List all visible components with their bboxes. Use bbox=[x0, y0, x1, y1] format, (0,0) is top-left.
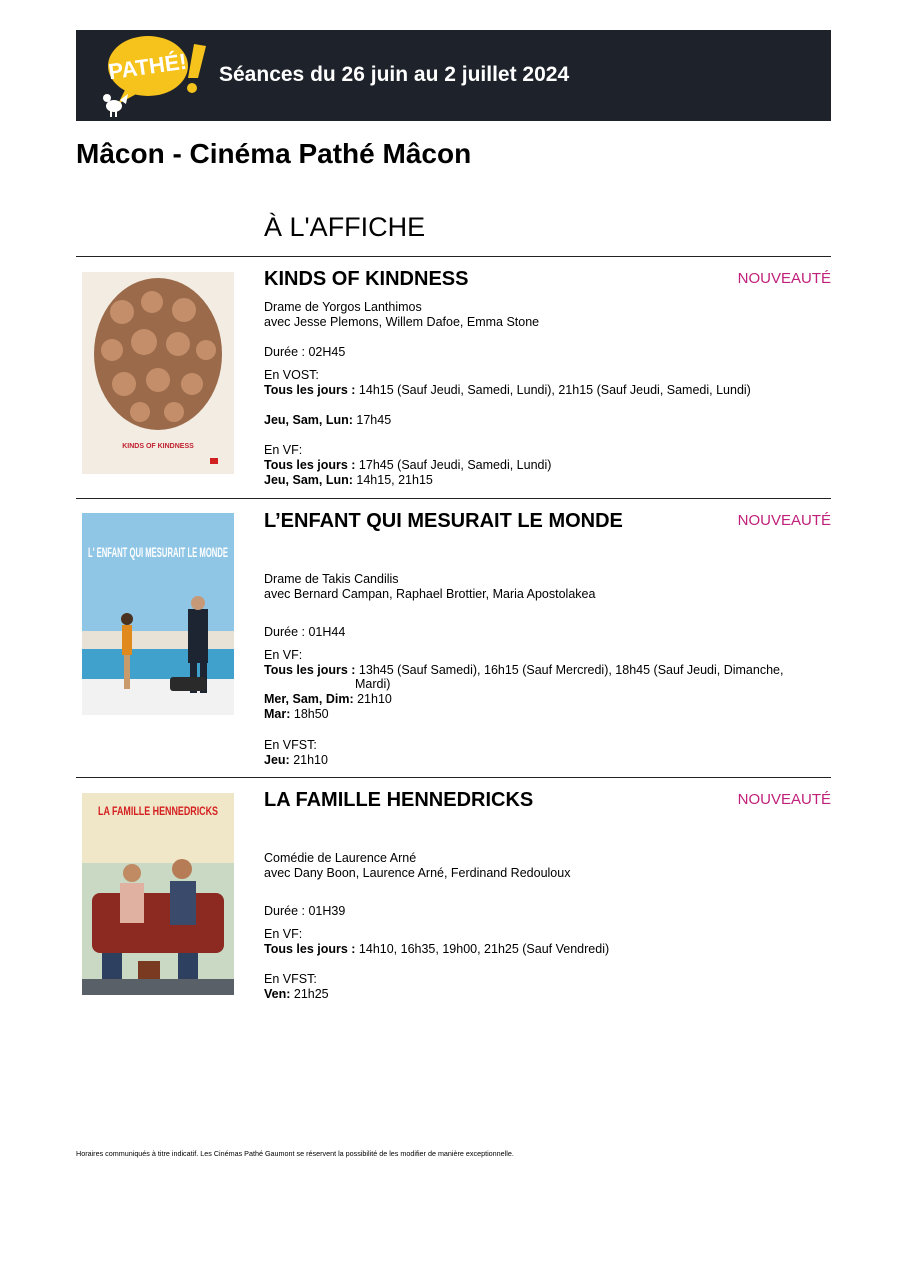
film-card-kinds-of-kindness bbox=[76, 258, 831, 496]
film-poster[interactable] bbox=[82, 793, 234, 995]
schedule-period-title: Séances du 26 juin au 2 juillet 2024 bbox=[219, 63, 570, 86]
showtime-times[interactable]: 18h50 bbox=[293, 707, 329, 721]
divider bbox=[76, 498, 831, 499]
new-release-badge: NOUVEAUTÉ bbox=[737, 512, 831, 529]
film-director: Drame de Takis Candilis bbox=[264, 572, 399, 586]
film-duration: Durée : 01H44 bbox=[264, 625, 346, 639]
new-release-badge: NOUVEAUTÉ bbox=[737, 270, 831, 287]
showtime-days: Tous les jours : bbox=[264, 383, 359, 397]
film-title[interactable]: L’ENFANT QUI MESURAIT LE MONDE bbox=[264, 510, 623, 532]
divider bbox=[76, 777, 831, 778]
showtime-row bbox=[264, 473, 433, 488]
showtime-times[interactable]: 14h15, 21h15 bbox=[356, 473, 433, 487]
film-cast: avec Jesse Plemons, Willem Dafoe, Emma Stone bbox=[264, 315, 540, 329]
section-title: À L'AFFICHE bbox=[264, 212, 426, 242]
film-card-l-enfant-qui-mesurait-le-monde bbox=[76, 500, 831, 776]
film-director: Drame de Yorgos Lanthimos bbox=[264, 300, 422, 314]
showtime-times[interactable]: 14h15 (Sauf Jeudi, Samedi, Lundi), 21h15 (Sauf Jeudi, Samedi, Lundi) bbox=[358, 383, 751, 397]
film-duration: Durée : 01H39 bbox=[264, 904, 346, 918]
showtime-times[interactable]: 21h10 bbox=[293, 753, 328, 767]
showtime-days: Ven: bbox=[264, 987, 294, 1001]
showtime-days: Jeu: bbox=[264, 753, 294, 767]
version-label: En VFST: bbox=[264, 972, 317, 986]
showtime-row bbox=[264, 413, 391, 428]
showtime-times[interactable]: 14h10, 16h35, 19h00, 21h25 (Sauf Vendredi) bbox=[358, 942, 610, 956]
film-title[interactable]: LA FAMILLE HENNEDRICKS bbox=[264, 789, 534, 811]
version-label: En VOST: bbox=[264, 368, 319, 382]
showtime-times[interactable]: 13h45 (Sauf Samedi), 16h15 (Sauf Mercredi), 18h45 (Sauf Jeudi, Dimanche, bbox=[358, 663, 784, 677]
film-poster[interactable] bbox=[82, 513, 234, 715]
showtime-days: Tous les jours : bbox=[264, 663, 359, 677]
film-cast: avec Dany Boon, Laurence Arné, Ferdinand Redouloux bbox=[264, 866, 571, 880]
rooster-icon bbox=[103, 94, 128, 117]
version-label: En VF: bbox=[264, 648, 303, 662]
showtime-row bbox=[264, 663, 783, 678]
showtime-days: Jeu, Sam, Lun: bbox=[264, 473, 357, 487]
showtime-row bbox=[264, 987, 329, 1002]
showtime-row bbox=[264, 707, 329, 722]
film-card-la-famille-hennedricks bbox=[76, 779, 831, 1009]
showtime-times[interactable]: 17h45 (Sauf Jeudi, Samedi, Lundi) bbox=[358, 458, 552, 472]
film-director: Comédie de Laurence Arné bbox=[264, 851, 417, 865]
showtime-days: Tous les jours : bbox=[264, 458, 359, 472]
version-label: En VF: bbox=[264, 443, 303, 457]
showtime-row bbox=[264, 458, 551, 473]
showtime-row bbox=[264, 942, 609, 957]
showtime-row bbox=[264, 692, 392, 707]
showtime-days: Mer, Sam, Dim: bbox=[264, 692, 358, 706]
svg-text:LA FAMILLE HENNEDRICKS: LA FAMILLE HENNEDRICKS bbox=[98, 804, 218, 818]
showtime-times-continued[interactable]: Mardi) bbox=[355, 677, 391, 691]
showtime-times[interactable]: 21h10 bbox=[357, 692, 392, 706]
divider bbox=[76, 256, 831, 257]
showtime-row bbox=[264, 753, 328, 768]
film-poster[interactable] bbox=[82, 272, 234, 474]
showtime-row bbox=[264, 383, 751, 398]
film-duration: Durée : 02H45 bbox=[264, 345, 346, 359]
svg-text:L' ENFANT QUI MESURAIT LE MOND: L' ENFANT QUI MESURAIT LE MONDE bbox=[88, 544, 228, 560]
header-banner bbox=[76, 30, 831, 121]
showtime-times[interactable]: 21h25 bbox=[293, 987, 329, 1001]
version-label: En VF: bbox=[264, 927, 303, 941]
disclaimer-footer: Horaires communiqués à titre indicatif. Les Cinémas Pathé Gaumont se réservent la possibilité de les modifier de manière exceptionnelle. bbox=[76, 1149, 514, 1158]
svg-text:PATHÉ!: PATHÉ! bbox=[106, 48, 189, 85]
svg-text:KINDS OF KINDNESS: KINDS OF KINDNESS bbox=[122, 443, 194, 450]
pathe-logo bbox=[96, 32, 208, 118]
film-title[interactable]: KINDS OF KINDNESS bbox=[264, 268, 469, 290]
showtime-days: Jeu, Sam, Lun: bbox=[264, 413, 357, 427]
film-cast: avec Bernard Campan, Raphael Brottier, Maria Apostolakea bbox=[264, 587, 596, 601]
new-release-badge: NOUVEAUTÉ bbox=[737, 791, 831, 808]
showtime-days: Tous les jours : bbox=[264, 942, 359, 956]
showtime-days: Mar: bbox=[264, 707, 294, 721]
cinema-title: Mâcon - Cinéma Pathé Mâcon bbox=[76, 138, 472, 169]
showtime-times[interactable]: 17h45 bbox=[356, 413, 392, 427]
version-label: En VFST: bbox=[264, 738, 317, 752]
